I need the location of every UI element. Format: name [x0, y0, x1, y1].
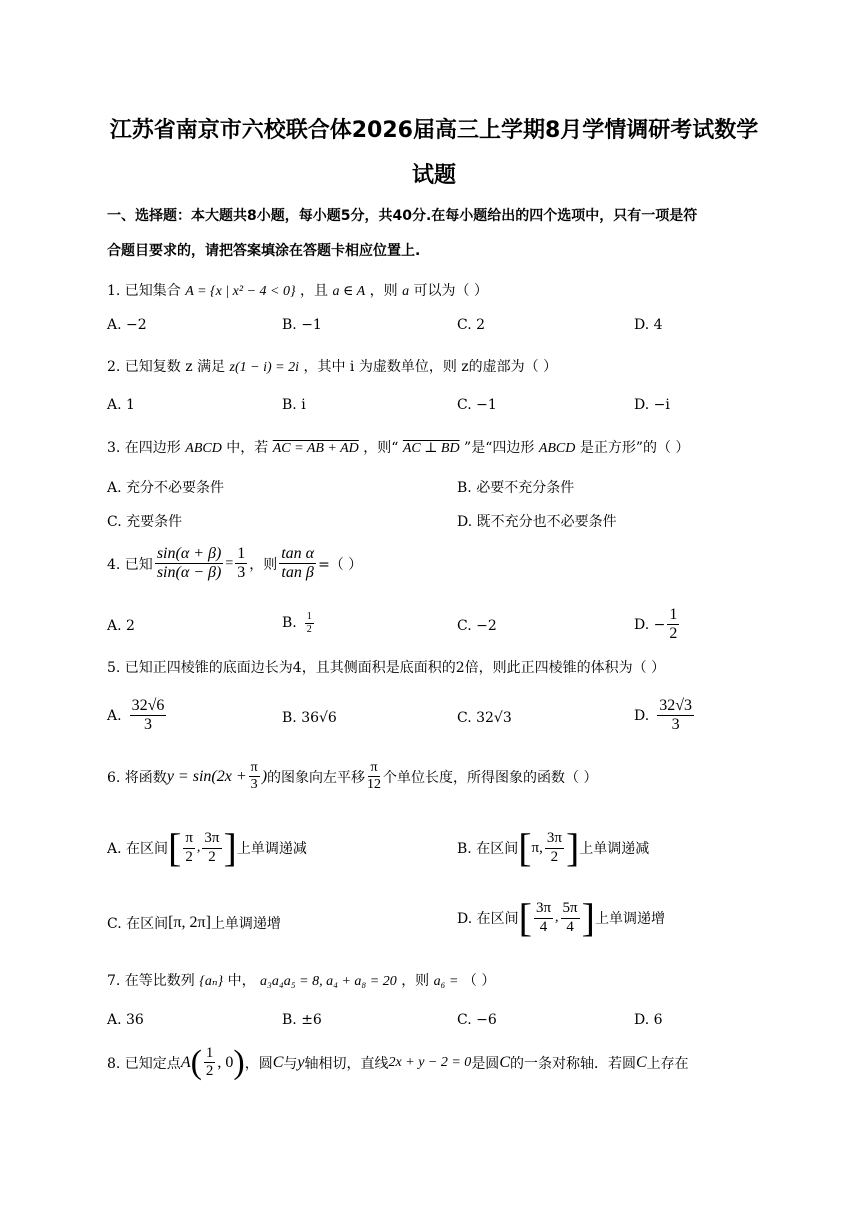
q3-option-c[interactable]: C. 充要条件: [107, 514, 183, 530]
q1-option-c[interactable]: C. 2: [457, 317, 486, 333]
q4-option-d[interactable]: [634, 606, 681, 644]
q3-option-b[interactable]: B. 必要不充分条件: [457, 480, 575, 496]
q5-option-d-num: 32√3: [657, 697, 694, 716]
question-8-frac: [204, 1045, 216, 1081]
question-1-prefix: 1. 已知集合: [107, 283, 181, 299]
q6-option-b-n2: 3π: [545, 830, 564, 848]
q4-option-d-label: D. −: [634, 616, 666, 633]
question-4-prefix: 4. 已知: [107, 556, 153, 573]
question-4-denominator: sin(α − β): [156, 564, 222, 582]
question-1-mid: ，且: [300, 283, 329, 299]
q4-option-b-fraction: [305, 611, 314, 635]
question-4-fraction: [155, 545, 224, 583]
q5-option-a-num: 32√6: [130, 697, 167, 716]
question-4-tail: =（ ）: [318, 556, 363, 573]
q6-option-b-rbracket: ]: [565, 825, 580, 870]
q2-option-a[interactable]: A. 1: [107, 397, 135, 413]
question-4: [107, 545, 362, 583]
question-3-quad: ABCD: [185, 441, 222, 456]
q5-option-a-den: 3: [143, 716, 152, 734]
q6-option-d-frac1: [534, 900, 553, 936]
q5-option-a[interactable]: [107, 697, 168, 735]
question-8-mid2: 与: [283, 1055, 298, 1072]
q6-option-a-frac2: [202, 830, 221, 866]
q7-option-b[interactable]: B. ±6: [282, 1012, 322, 1028]
question-6-phase: [249, 760, 260, 793]
question-7-prefix: 7. 在等比数列: [107, 973, 195, 989]
q4-option-b-num: 1: [306, 611, 312, 622]
question-6-phase-den: 3: [250, 777, 258, 793]
q4-option-d-num: 1: [667, 606, 679, 625]
question-8-mid1: ，圆: [244, 1055, 273, 1072]
q6-option-d-rbracket: ]: [581, 895, 595, 940]
question-8-rparen: ): [233, 1043, 245, 1081]
question-8-tail: 上存在: [646, 1055, 689, 1072]
question-8-yaxis: y: [297, 1053, 305, 1071]
question-8-circle2: C: [499, 1053, 510, 1071]
question-1-tail2: 可以为（ ）: [413, 283, 488, 299]
question-6-shift: [367, 760, 381, 793]
q5-option-a-label: A.: [107, 707, 122, 724]
q2-option-b[interactable]: B. i: [282, 397, 306, 413]
question-6: [107, 760, 597, 793]
question-6-tail: 个单位长度，所得图象的函数（ ）: [383, 769, 598, 786]
q6-option-c-interval: [π, 2π]: [168, 914, 211, 931]
question-8-point: A: [180, 1053, 191, 1071]
q6-option-c[interactable]: [107, 913, 281, 933]
q7-option-c[interactable]: C. −6: [457, 1012, 497, 1028]
question-4-ratio: [235, 545, 247, 583]
section-header-line2: 合题目要求的，请把答案填涂在答题卡相应位置上.: [107, 243, 421, 259]
q6-option-a-d2: 2: [208, 848, 216, 865]
q6-option-d[interactable]: [457, 895, 665, 940]
question-1-var: a: [402, 284, 410, 299]
q6-option-a-prefix: A. 在区间: [107, 841, 169, 857]
question-6-prefix: 6. 将函数: [107, 769, 167, 786]
q6-option-b-d2: 2: [550, 848, 559, 865]
question-8: [107, 1045, 689, 1081]
q6-option-c-suffix: 上单调递增: [210, 916, 281, 932]
question-7-tail2: （ ）: [462, 973, 496, 989]
question-3-prefix: 3. 在四边形: [107, 440, 181, 456]
q6-option-d-n2: 5π: [561, 900, 580, 918]
question-6-mid: 的图象向左平移: [267, 769, 366, 786]
question-3-mid1: 中，若: [226, 440, 269, 456]
question-2-tail: ，其中 i 为虚数单位，则 z的虚部为（ ）: [303, 359, 558, 375]
q1-option-b[interactable]: B. −1: [282, 317, 322, 333]
section-header-line1: 一、选择题：本大题共8小题，每小题5分，共40分.在每小题给出的四个选项中，只有一项是符: [107, 208, 698, 224]
question-1: [107, 280, 488, 300]
question-7-target: a₆ =: [433, 974, 459, 989]
q6-option-d-d1: 4: [539, 918, 548, 935]
q6-option-d-suffix: 上单调递增: [594, 911, 665, 927]
question-1-cond: a ∈ A: [332, 284, 366, 299]
question-8-mid5: 的一条对称轴．若圆: [509, 1055, 636, 1072]
q6-option-d-d2: 4: [566, 918, 574, 935]
q1-option-d[interactable]: D. 4: [634, 317, 663, 333]
q6-option-a-n2: 3π: [202, 830, 221, 848]
question-2-prefix: 2. 已知复数 z 满足: [107, 359, 226, 375]
q5-option-a-fraction: [130, 697, 167, 735]
question-6-func: y = sin(2x +: [166, 767, 247, 785]
q6-option-a-suffix: 上单调递减: [236, 841, 307, 857]
question-4-mid: ，则: [249, 556, 278, 573]
q6-option-b[interactable]: [457, 825, 650, 870]
question-7-mid: 中，: [227, 973, 256, 989]
question-6-shift-den: 12: [367, 777, 382, 793]
q6-option-d-n1: 3π: [534, 900, 553, 918]
q6-option-b-lbracket: [: [518, 825, 532, 870]
q1-option-a[interactable]: A. −2: [107, 317, 147, 333]
question-8-circle3: C: [635, 1053, 647, 1071]
question-8-point-end: , 0: [217, 1053, 234, 1071]
q5-option-d-fraction: [657, 697, 694, 735]
question-4-numerator: sin(α + β): [155, 545, 224, 564]
question-8-line: 2x + y − 2 = 0: [388, 1054, 472, 1070]
question-5: 5. 已知正四棱锥的底面边长为4，且其侧面积是底面积的2倍，则此正四棱锥的体积为（ ）: [107, 660, 666, 676]
question-3-quad2: ABCD: [538, 441, 576, 456]
q5-option-b[interactable]: B. 36√6: [282, 710, 337, 726]
q5-option-d-den: 3: [671, 716, 680, 734]
question-7: [107, 970, 495, 990]
q2-option-d[interactable]: D. −i: [634, 397, 670, 413]
q7-option-d[interactable]: D. 6: [634, 1012, 663, 1028]
question-3: [107, 437, 689, 457]
question-8-mid3: 轴相切，直线: [304, 1055, 389, 1072]
question-3-tail2: 是正方形”的（ ）: [579, 440, 690, 456]
question-4-tan-num: tan α: [279, 545, 316, 564]
question-2-expr: z(1 − i) = 2i: [229, 360, 299, 375]
q6-option-b-frac2: [545, 830, 564, 866]
q6-option-a-lbracket: [: [168, 825, 182, 870]
q3-option-a[interactable]: A. 充分不必要条件: [107, 480, 225, 496]
q6-option-b-prefix: B. 在区间: [457, 841, 519, 857]
q6-option-a-frac1: [183, 830, 195, 866]
q4-option-b[interactable]: [282, 611, 316, 635]
question-3-tail: ”是“四边形: [464, 440, 535, 456]
question-8-mid4: 是圆: [471, 1055, 500, 1072]
question-3-perp: AC ⊥ BD: [402, 441, 460, 456]
q2-option-c[interactable]: C. −1: [457, 397, 497, 413]
q6-option-a[interactable]: [107, 825, 307, 870]
q6-option-a-comma: ,: [196, 840, 201, 855]
question-8-lparen: (: [190, 1043, 202, 1081]
q6-option-d-frac2: [561, 900, 580, 936]
question-7-tail1: ，则: [401, 973, 430, 989]
q4-option-b-label: B.: [282, 615, 297, 631]
question-4-ratio-den: 3: [237, 564, 246, 582]
q4-option-d-fraction: [667, 606, 679, 644]
q6-option-b-v1: π,: [531, 839, 543, 856]
question-3-mid2: ，则“: [363, 440, 399, 456]
question-1-tail1: ，则: [369, 283, 398, 299]
question-2: [107, 356, 557, 376]
question-1-set: A = {x | x² − 4 < 0}: [185, 284, 296, 299]
question-6-phase-num: π: [249, 760, 260, 777]
q7-option-a[interactable]: A. 36: [107, 1012, 144, 1028]
question-6-shift-num: π: [368, 760, 379, 777]
q5-option-c[interactable]: C. 32√3: [457, 710, 512, 726]
question-4-ratio-num: 1: [235, 545, 247, 564]
q6-option-d-lbracket: [: [518, 895, 532, 940]
page-title-line1: 江苏省南京市六校联合体2026届高三上学期8月学情调研考试数学: [109, 118, 759, 143]
q4-option-b-den: 2: [306, 623, 312, 635]
q4-option-a[interactable]: A. 2: [107, 618, 135, 634]
q4-option-d-den: 2: [669, 625, 678, 643]
question-4-tan-den: tan β: [281, 564, 314, 582]
question-6-func-end: ): [261, 767, 268, 785]
q5-option-d-label: D.: [634, 707, 650, 724]
q3-option-d[interactable]: D. 既不充分也不必要条件: [457, 514, 617, 530]
q6-option-d-prefix: D. 在区间: [457, 911, 519, 927]
question-7-condition: a₃a₄a₅ = 8, a₄ + a₈ = 20: [260, 974, 397, 989]
q5-option-d[interactable]: [634, 697, 696, 735]
question-4-equals: =: [225, 555, 234, 571]
question-3-vector-expr: AC = AB + AD: [272, 441, 359, 456]
q4-option-c[interactable]: C. −2: [457, 618, 497, 634]
q6-option-a-rbracket: ]: [223, 825, 237, 870]
q6-option-b-suffix: 上单调递减: [579, 841, 650, 857]
question-4-tan-fraction: [279, 545, 316, 583]
page-title-line2: 试题: [411, 163, 456, 188]
q6-option-d-comma: ,: [555, 910, 559, 925]
question-8-frac-den: 2: [205, 1063, 214, 1080]
q6-option-a-n1: π: [183, 830, 195, 848]
question-7-sequence: {aₙ}: [199, 974, 224, 989]
question-8-frac-num: 1: [204, 1045, 216, 1063]
q6-option-c-prefix: C. 在区间: [107, 916, 169, 932]
question-8-circle: C: [272, 1053, 284, 1071]
q6-option-a-d1: 2: [185, 848, 193, 865]
question-8-prefix: 8. 已知定点: [107, 1055, 181, 1072]
